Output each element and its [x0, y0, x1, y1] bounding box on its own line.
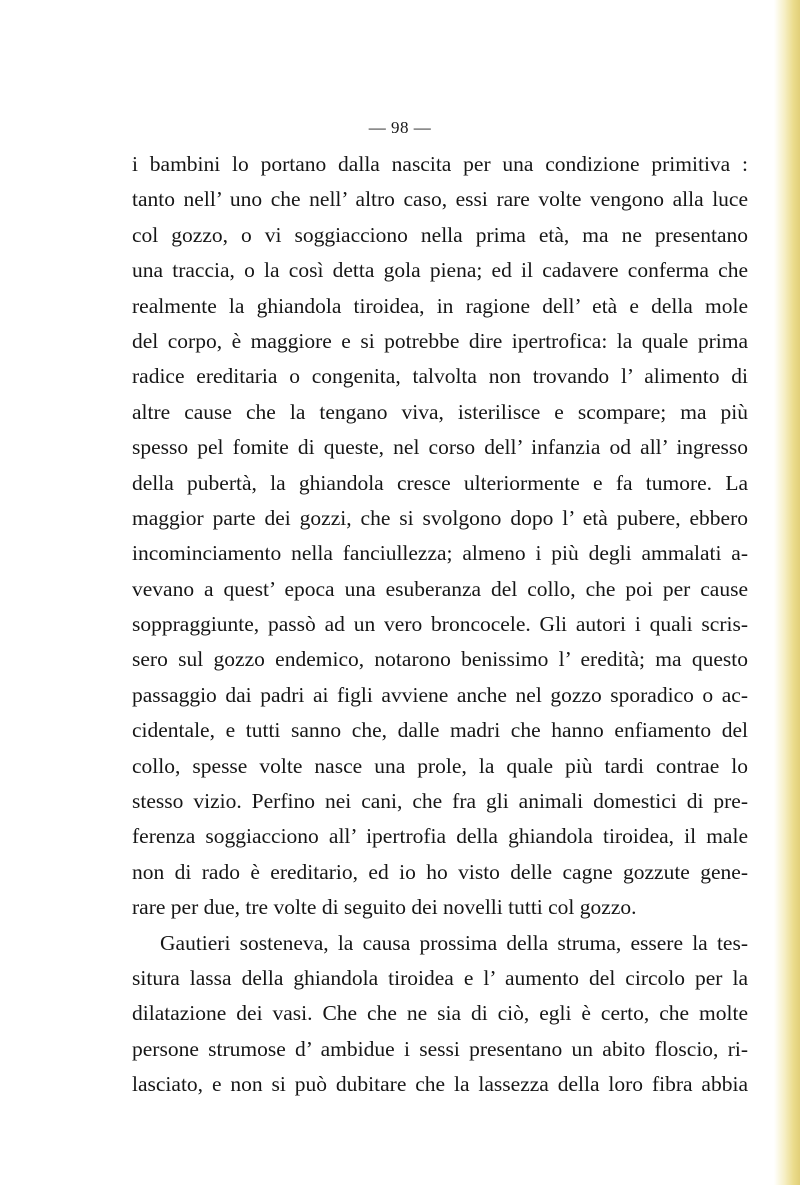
text-line-23: Gautieri sosteneva, la causa prossima della struma, essere la tes- — [160, 930, 748, 955]
text-line-8: altre cause che la tengano viva, isterilisce e scompare; ma più — [132, 399, 748, 424]
text-line-14: soppraggiunte, passò ad un vero broncocele. Gli autori i quali scris- — [132, 612, 748, 637]
text-line-6: del corpo, è maggiore e si potrebbe dire ipertrofica: la quale prima — [132, 328, 748, 353]
text-line-21: non di rado è ereditario, ed io ho visto delle cagne gozzute gene- — [132, 859, 748, 884]
text-line-4: una traccia, o la così detta gola piena; ed il cadavere conferma che — [132, 258, 748, 283]
text-line-20: ferenza soggiacciono all’ ipertrofia della ghiandola tiroidea, il male — [132, 824, 748, 849]
text-line-2: tanto nell’ uno che nell’ altro caso, essi rare volte vengono alla luce — [132, 187, 748, 212]
text-line-1: i bambini lo portano dalla nascita per una condizione primitiva : — [132, 152, 748, 176]
text-line-15: sero sul gozzo endemico, notarono benissimo l’ eredità; ma questo — [132, 647, 748, 672]
text-line-5: realmente la ghiandola tiroidea, in ragione dell’ età e della mole — [132, 293, 748, 318]
text-line-18: collo, spesse volte nasce una prole, la quale più tardi contrae lo — [132, 753, 748, 778]
text-line-12: incominciamento nella fanciullezza; almeno i più degli ammalati a- — [132, 541, 748, 566]
text-line-27: lasciato, e non si può dubitare che la lassezza della loro fibra abbia — [132, 1072, 748, 1097]
page-edge-shadow — [774, 0, 800, 1185]
text-line-24: situra lassa della ghiandola tiroidea e l’ aumento del circolo per la — [132, 965, 748, 990]
text-line-22: rare per due, tre volte di seguito dei novelli tutti col gozzo. — [132, 895, 637, 920]
body-text — [132, 147, 748, 1103]
text-line-7: radice ereditaria o congenita, talvolta non trovando l’ alimento di — [132, 364, 748, 389]
page-number: — 98 — — [368, 118, 432, 137]
text-line-3: col gozzo, o vi soggiacciono nella prima età, ma ne presentano — [132, 222, 748, 247]
text-line-17: cidentale, e tutti sanno che, dalle madri che hanno enfiamento del — [132, 718, 748, 743]
text-line-9: spesso pel fomite di queste, nel corso dell’ infanzia od all’ ingresso — [132, 435, 748, 460]
text-line-19: stesso vizio. Perfino nei cani, che fra gli animali domestici di pre- — [132, 789, 748, 814]
text-line-26: persone strumose d’ ambidue i sessi presentano un abito floscio, ri- — [132, 1036, 748, 1061]
text-line-11: maggior parte dei gozzi, che si svolgono dopo l’ età pubere, ebbero — [132, 505, 748, 530]
text-line-10: della pubertà, la ghiandola cresce ulteriormente e fa tumore. La — [132, 470, 748, 495]
text-line-16: passaggio dai padri ai figli avviene anche nel gozzo sporadico o ac- — [132, 682, 748, 707]
text-line-25: dilatazione dei vasi. Che che ne sia di ciò, egli è certo, che molte — [132, 1001, 748, 1026]
text-line-13: vevano a quest’ epoca una esuberanza del collo, che poi per cause — [132, 576, 748, 601]
